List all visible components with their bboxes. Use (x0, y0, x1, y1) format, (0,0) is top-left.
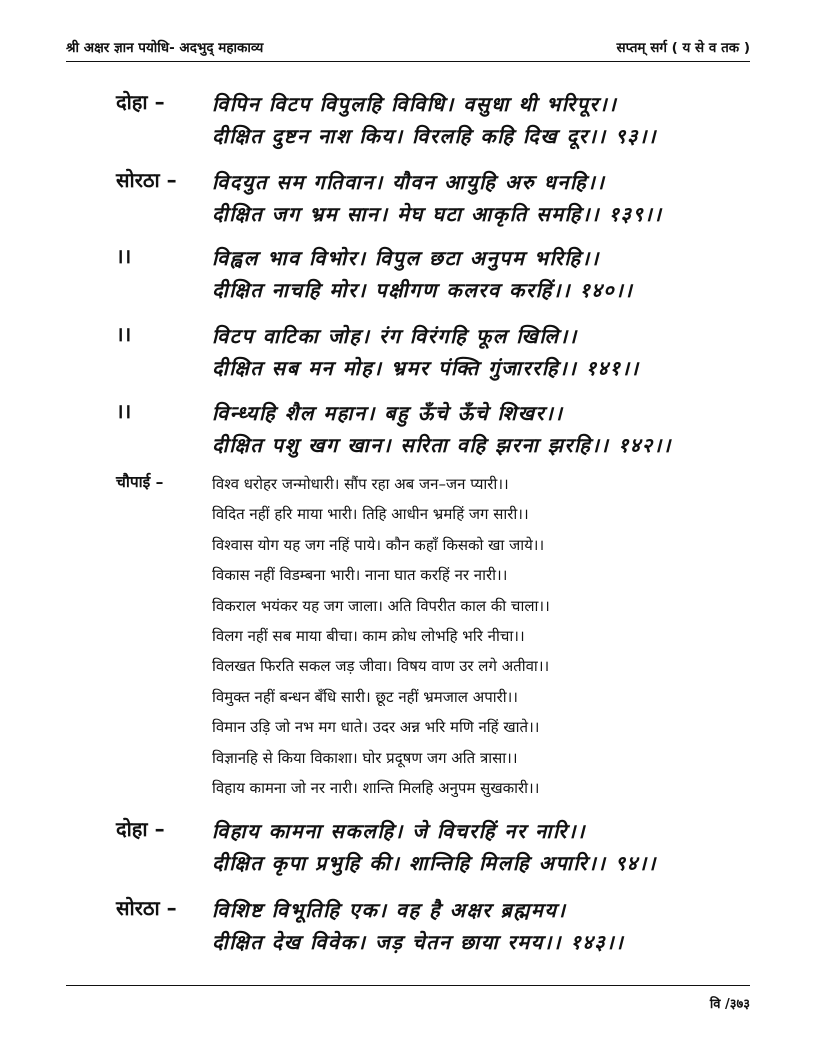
chaupai-line: विश्वास योग यह जग नहिं पाये। कौन कहाँ किसको खा जाये।। (212, 535, 545, 554)
chaupai-line: विकास नहीं विडम्बना भारी। नाना घात करहिं नर नारी।। (212, 566, 508, 585)
verse-line: दीक्षित पशु खग खान। सरिता वहि झरना झरहि।। १४२।। (212, 433, 672, 457)
verse-line: विदयुत सम गतिवान। यौवन आयुहि अरु धनहि।। (212, 170, 606, 194)
chaupai-line: विश्व धरोहर जन्मोधारी। सौंप रहा अब जन–जन प्यारी।। (212, 475, 509, 493)
chaupai-line: विदित नहीं हरि माया भारी। तिहि आधीन भ्रमहिं जग सारी।। (212, 505, 529, 524)
chaupai-line: विमान उड़ि जो नभ मग धाते। उदर अन्न भरि मणि नहिं खाते।। (212, 718, 540, 737)
footer-divider (66, 985, 750, 986)
verse-line: विटप वाटिका जोह। रंग विरंगहि फूल खिलि।। (212, 324, 578, 348)
verse-line: विपिन विटप विपुलहि विविधि। वसुधा थी भरिपूर।। (212, 92, 618, 116)
verse-line: दीक्षित देख विवेक। जड़ चेतन छाया रमय।। १४३।। (212, 930, 625, 954)
verse-label: दोहा – (116, 817, 165, 841)
chaupai-line: विहाय कामना जो नर नारी। शान्ति मिलहि अनुपम सुखकारी।। (212, 778, 540, 797)
verse-line: विह्वल भाव विभोर। विपुल छटा अनुपम भरिहि।। (212, 246, 600, 270)
verse-label: सोरठा – (116, 896, 177, 920)
verse-label: ।। (116, 399, 132, 423)
verse-line: दीक्षित जग भ्रम सान। मेघ घटा आकृति समहि।। १३९।। (212, 202, 663, 226)
verse-line: दीक्षित सब मन मोह। भ्रमर पंक्ति गुंजाररहि।। १४१।। (212, 356, 640, 380)
verse-label: सोरठा – (116, 168, 177, 192)
verse-line: दीक्षित नाचहि मोर। पक्षीगण कलरव करहिं।। १४०।। (212, 278, 634, 302)
chapter-title: सप्तम् सर्ग ( य से व तक ) (616, 40, 750, 56)
verse-line: दीक्षित दुष्टन नाश किय। विरलहि कहि दिख दूर।। ९३।। (212, 124, 658, 148)
verse-line: विहाय कामना सकलहि। जे विचरहिं नर नारि।। (212, 819, 586, 843)
chaupai-line: विलग नहीं सब माया बीचा। काम क्रोध लोभहि भरि नीचा।। (212, 626, 525, 645)
chaupai-line: विज्ञानहि से किया विकाशा। घोर प्रदूषण जग अति त्रासा।। (212, 748, 518, 767)
header-divider (66, 61, 750, 62)
running-header (66, 38, 750, 60)
verse-line: विशिष्ट विभूतिहि एक। वह है अक्षर ब्रह्ममय। (212, 898, 567, 922)
verse-label: ।। (116, 322, 132, 346)
chaupai-label: चौपाई – (116, 473, 164, 491)
chaupai-line: विमुक्त नहीं बन्धन बँधि सारी। छूट नहीं भ्रमजाल अपारी।। (212, 687, 518, 706)
book-title: श्री अक्षर ज्ञान पयोधि- अदभुद् महाकाव्य (66, 40, 264, 56)
verse-label: दोहा – (116, 90, 165, 114)
page-number: वि /३७३ (709, 997, 750, 1012)
verse-line: दीक्षित कृपा प्रभुहि की। शान्तिहि मिलहि अपारि।। ९४।। (212, 851, 657, 875)
chaupai-line: विलखत फिरति सकल जड़ जीवा। विषय वाण उर लगे अतीवा।। (212, 657, 550, 676)
chaupai-line: विकराल भयंकर यह जग जाला। अति विपरीत काल की चाला।। (212, 596, 550, 615)
verse-line: विन्ध्यहि शैल महान। बहु ऊँचे ऊँचे शिखर।। (212, 401, 564, 425)
verse-label: ।। (116, 244, 132, 268)
